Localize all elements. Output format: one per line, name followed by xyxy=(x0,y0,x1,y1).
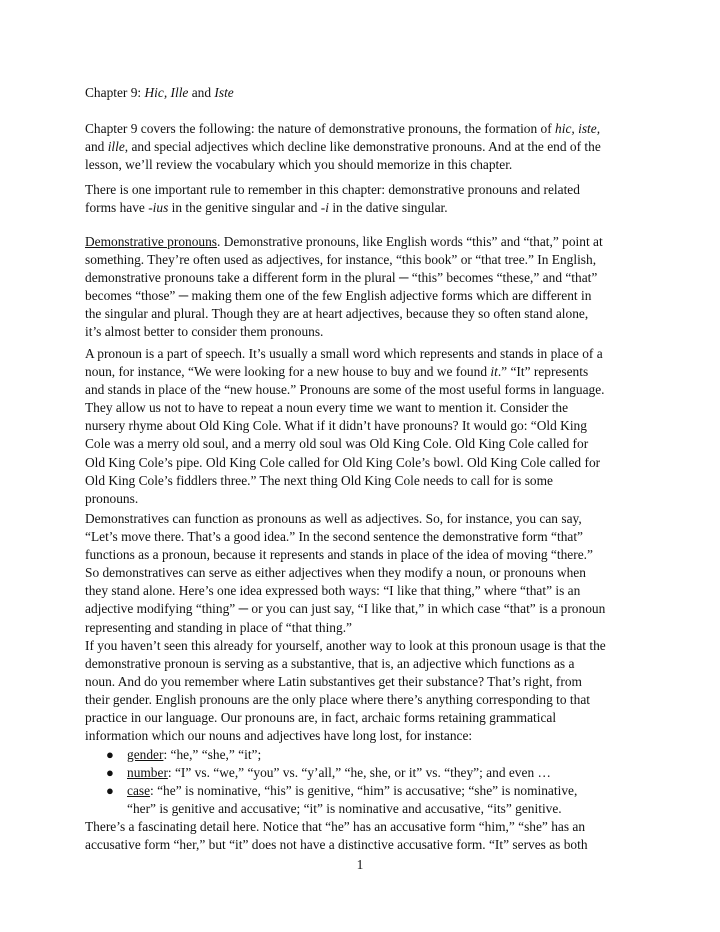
list-item: ● gender: “he,” “she,” “it”; xyxy=(85,746,640,764)
closing-paragraph: There’s a fascinating detail here. Notice that “he” has an accusative form “him,” “she” has an accusative form “her,” but “it” does not have a distinctive accusative form. “It” serves as both xyxy=(85,818,588,853)
pronoun-paragraph: A pronoun is a part of speech. It’s usually a small word which represents and stands in place of a noun, for instance, “We were looking for a new house to buy and we found it.” “It” represents and stands in place of the “new house.” Pronouns are some of the most useful forms in language. They allow us not to have to repeat a noun every time we want to mention it. Consider the nursery rhyme about Old King Cole. What if it didn’t have pronouns? It would go: “Old King Cole was a merry old soul, and a merry old soul was Old King Cole. Old King Cole called for Old King Cole’s pipe. Old King Cole called for Old King Cole’s bowl. Old King Cole called for Old King Cole’s fiddlers three.” The next thing Old King Cole needs to call for is some pronouns. xyxy=(85,346,605,506)
list-item: ● case: “he” is nominative, “his” is genitive, “him” is accusative; “she” is nominative, “her” is genitive and accusative; “it” is nominative and accusative, “its” genitive. xyxy=(106,782,578,816)
bullet-list xyxy=(85,746,640,818)
page-number: 1 xyxy=(356,857,364,872)
bullet-icon: ● xyxy=(106,746,114,762)
demonstrative-paragraph: Demonstrative pronouns. Demonstrative pronouns, like English words “this” and “that,” point at something. They’re often used as adjectives, for instance, “this book” or “that tree.” In English, demonstrative pronouns take a different form in the plural ─ “this” becomes “these,” and “that” becomes “those” ─ making them one of the few English adjective forms which are different in the singular and plural. Though they are at heart adjectives, because they so often stand alone, it’s almost better to consider them pronouns. xyxy=(85,234,603,340)
function-paragraph: Demonstratives can function as pronouns as well as adjectives. So, for instance, you can say, “Let’s move there. That’s a good idea.” In the second sentence the demonstrative form “that” functions as a pronoun, because it represents and stands in place of the idea of moving “there.” So demonstratives can serve as either adjectives when they modify a noun, or pronouns when they stand alone. Here’s one idea expressed both ways: “I like that thing,” where “that” is an adjective modifying “thing” ─ or you can just say, “I like that,” in which case “that” is a pronoun representing and standing in place of “that thing.” xyxy=(85,511,606,635)
bullet-icon: ● xyxy=(106,764,114,780)
rule-paragraph: There is one important rule to remember in this chapter: demonstrative pronouns and related forms have -ius in the genitive singular and -i in the dative singular. xyxy=(85,182,580,216)
substantive-paragraph: If you haven’t seen this already for yourself, another way to look at this pronoun usage is that the demonstrative pronoun is serving as a substantive, that is, an adjective which functions as a noun. And do you remember where Latin substantives get their substance? That’s right, from their gender. English pronouns are the only place where there’s anything corresponding to that practice in our language. Our pronouns are, in fact, archaic forms retaining grammatical information which our nouns and adjectives have long lost, for instance: xyxy=(85,638,606,744)
section-heading: Demonstrative pronouns xyxy=(85,234,218,249)
bullet-icon: ● xyxy=(106,782,114,798)
list-item: ● number: “I” vs. “we,” “you” vs. “y’all,” “he, she, or it” vs. “they”; and even … xyxy=(85,764,640,782)
intro-paragraph: Chapter 9 covers the following: the nature of demonstrative pronouns, the formation of hic, iste, and ille, and special adjectives which decline like demonstrative pronouns. And at the end of the lesson, we’ll review the vocabulary which you should memorize in this chapter. xyxy=(85,121,601,173)
chapter-title: Chapter 9: Hic, Ille and Iste xyxy=(85,85,234,100)
substantive-section xyxy=(85,637,640,854)
